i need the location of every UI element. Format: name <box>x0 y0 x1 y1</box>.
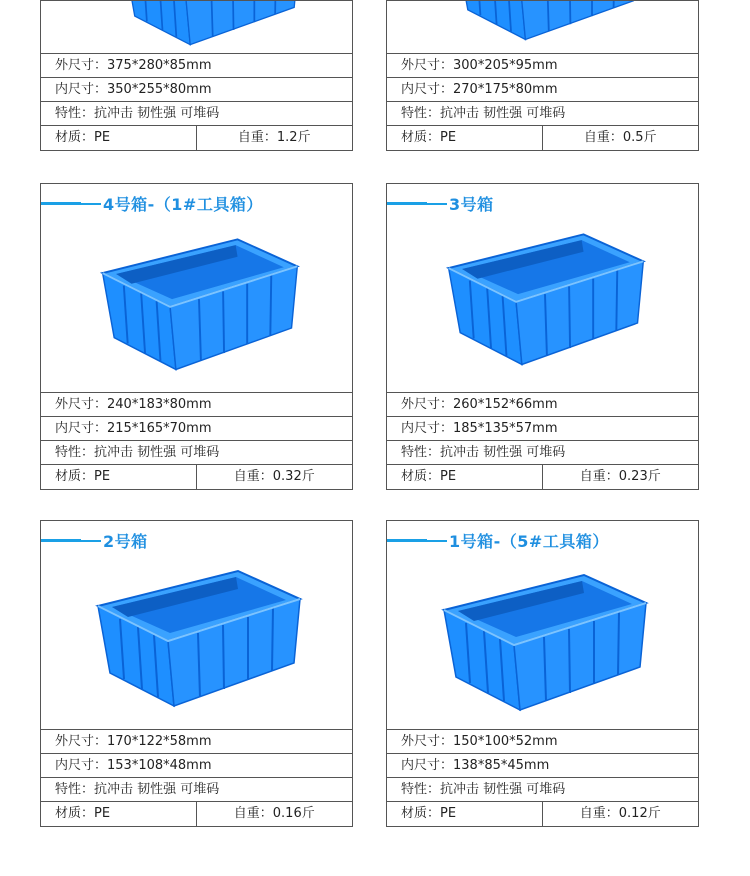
inner-size-row: 内尺寸：215*165*70mm <box>41 417 352 441</box>
feature-row: 特性：抗冲击 韧性强 可堆码 <box>41 778 352 802</box>
inner-size-row: 内尺寸：153*108*48mm <box>41 754 352 778</box>
crate-image <box>447 0 647 44</box>
title-accent-line <box>427 203 447 205</box>
spec-table <box>40 729 353 827</box>
feature-row: 特性：抗冲击 韧性强 可堆码 <box>41 102 352 126</box>
crate-image <box>439 222 651 372</box>
product-photo-box <box>40 183 353 392</box>
material-weight-row: 材质：PE 自重：0.16斤 <box>41 802 352 826</box>
card-title-text: 3号箱 <box>449 195 494 214</box>
spec-table <box>40 392 353 490</box>
card-title <box>41 529 148 552</box>
title-accent-line <box>81 203 101 205</box>
material-weight-row: 材质：PE 自重：1.2斤 <box>41 126 352 150</box>
title-accent-line <box>41 202 81 205</box>
card-title-text: 4号箱-（1#工具箱） <box>103 195 263 214</box>
card-title-text: 2号箱 <box>103 532 148 551</box>
material-weight-row: 材质：PE 自重：0.12斤 <box>387 802 698 826</box>
spec-table <box>386 729 699 827</box>
title-accent-line <box>387 539 427 542</box>
outer-size-row: 外尺寸：260*152*66mm <box>387 393 698 417</box>
material-weight-row: 材质：PE 自重：0.23斤 <box>387 465 698 489</box>
product-photo-box <box>386 520 699 729</box>
crate-image <box>431 565 657 715</box>
feature-row: 特性：抗冲击 韧性强 可堆码 <box>387 441 698 465</box>
spec-table <box>386 53 699 151</box>
feature-row: 特性：抗冲击 韧性强 可堆码 <box>387 102 698 126</box>
feature-row: 特性：抗冲击 韧性强 可堆码 <box>41 441 352 465</box>
inner-size-row: 内尺寸：350*255*80mm <box>41 78 352 102</box>
outer-size-row: 外尺寸：300*205*95mm <box>387 54 698 78</box>
crate-image <box>93 228 305 376</box>
inner-size-row: 内尺寸：138*85*45mm <box>387 754 698 778</box>
crate-image <box>111 0 311 49</box>
inner-size-row: 内尺寸：185*135*57mm <box>387 417 698 441</box>
product-photo-box <box>386 183 699 392</box>
outer-size-row: 外尺寸：375*280*85mm <box>41 54 352 78</box>
material-weight-row: 材质：PE 自重：0.5斤 <box>387 126 698 150</box>
card-title-text: 1号箱-（5#工具箱） <box>449 532 609 551</box>
material-weight-row: 材质：PE 自重：0.32斤 <box>41 465 352 489</box>
title-accent-line <box>81 540 101 542</box>
inner-size-row: 内尺寸：270*175*80mm <box>387 78 698 102</box>
feature-row: 特性：抗冲击 韧性强 可堆码 <box>387 778 698 802</box>
title-accent-line <box>427 540 447 542</box>
outer-size-row: 外尺寸：240*183*80mm <box>41 393 352 417</box>
outer-size-row: 外尺寸：150*100*52mm <box>387 730 698 754</box>
title-accent-line <box>387 202 427 205</box>
card-title <box>387 192 494 215</box>
card-title <box>41 192 263 215</box>
product-photo-box <box>40 0 353 53</box>
crate-image <box>87 561 309 711</box>
outer-size-row: 外尺寸：170*122*58mm <box>41 730 352 754</box>
spec-table <box>386 392 699 490</box>
spec-table <box>40 53 353 151</box>
product-photo-box <box>386 0 699 53</box>
product-photo-box <box>40 520 353 729</box>
card-title <box>387 529 609 552</box>
title-accent-line <box>41 539 81 542</box>
